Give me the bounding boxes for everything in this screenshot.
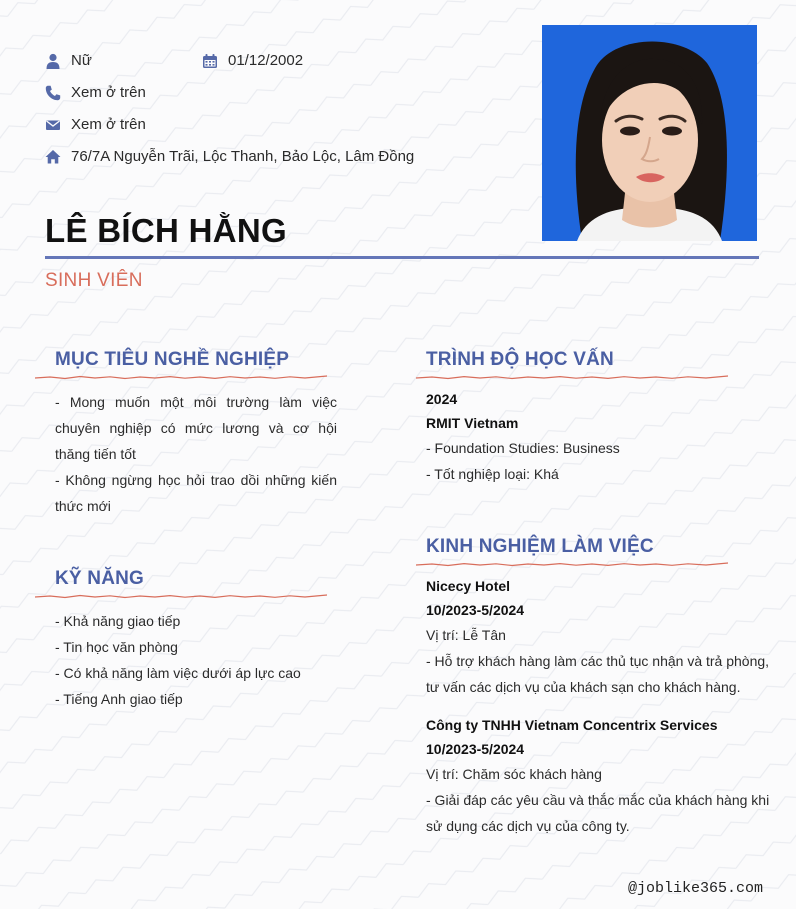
objective-item: - Không ngừng học hỏi trao dồi những kiến thức mới	[55, 472, 337, 514]
experience-job	[426, 574, 776, 700]
home-icon	[45, 149, 61, 165]
skill-item: - Có khả năng làm việc dưới áp lực cao	[55, 665, 301, 681]
job-description: - Giải đáp các yêu cầu và thắc mắc của khách hàng khi	[426, 792, 770, 808]
objective-item: - Mong muốn một môi trường làm việc chuyên nghiệp có mức lương và cơ hội thăng tiến tốt	[55, 394, 337, 462]
skill-item: - Tin học văn phòng	[55, 639, 178, 655]
education-block	[426, 387, 766, 487]
experience-heading: KINH NGHIỆM LÀM VIỆC	[426, 536, 654, 557]
job-description: sử dụng các dịch vụ của công ty.	[426, 818, 630, 834]
skills-heading: KỸ NĂNG	[55, 568, 145, 589]
email-text: Xem ở trên	[71, 116, 146, 133]
education-wavy-divider	[416, 373, 728, 381]
job-position: Vị trí: Lễ Tân	[426, 627, 506, 643]
job-period: 10/2023-5/2024	[426, 741, 525, 757]
education-line: - Tốt nghiệp loại: Khá	[426, 466, 559, 482]
skills-wavy-divider	[35, 592, 327, 600]
job-position: Vị trí: Chăm sóc khách hàng	[426, 766, 602, 782]
job-description: tư vấn các dịch vụ của khách sạn cho khách hàng.	[426, 679, 741, 695]
watermark-text: @joblike365.com	[628, 880, 764, 897]
skill-item: - Tiếng Anh giao tiếp	[55, 691, 183, 707]
experience-wavy-divider	[416, 560, 728, 568]
experience-job	[426, 713, 776, 839]
education-year: 2024	[426, 391, 458, 407]
objective-heading: MỤC TIÊU NGHỀ NGHIỆP	[55, 349, 290, 370]
candidate-name: LÊ BÍCH HẰNG	[45, 212, 287, 249]
name-divider	[45, 256, 759, 259]
gender-text: Nữ	[71, 52, 92, 69]
skill-item: - Khả năng giao tiếp	[55, 613, 181, 629]
job-company: Công ty TNHH Vietnam Concentrix Services	[426, 717, 718, 733]
gender-row	[45, 52, 92, 69]
job-company: Nicecy Hotel	[426, 578, 511, 594]
dob-row	[202, 52, 303, 69]
skills-list	[55, 608, 355, 712]
job-description: - Hỗ trợ khách hàng làm các thủ tục nhận và trả phòng,	[426, 653, 770, 669]
phone-text: Xem ở trên	[71, 84, 146, 101]
objective-text	[55, 389, 337, 519]
objective-wavy-divider	[35, 373, 327, 381]
email-row	[45, 116, 146, 133]
user-icon	[45, 53, 61, 69]
calendar-icon	[202, 53, 218, 69]
job-period: 10/2023-5/2024	[426, 602, 525, 618]
phone-icon	[45, 85, 61, 101]
dob-text: 01/12/2002	[228, 52, 304, 69]
phone-row	[45, 84, 146, 101]
education-heading: TRÌNH ĐỘ HỌC VẤN	[426, 349, 614, 370]
address-text: 76/7A Nguyễn Trãi, Lộc Thanh, Bảo Lộc, Lâm Đồng	[71, 148, 415, 165]
envelope-icon	[45, 117, 61, 133]
candidate-title: SINH VIÊN	[45, 270, 143, 291]
profile-photo	[542, 25, 757, 241]
education-school: RMIT Vietnam	[426, 415, 519, 431]
education-line: - Foundation Studies: Business	[426, 440, 620, 456]
address-row	[45, 148, 414, 165]
